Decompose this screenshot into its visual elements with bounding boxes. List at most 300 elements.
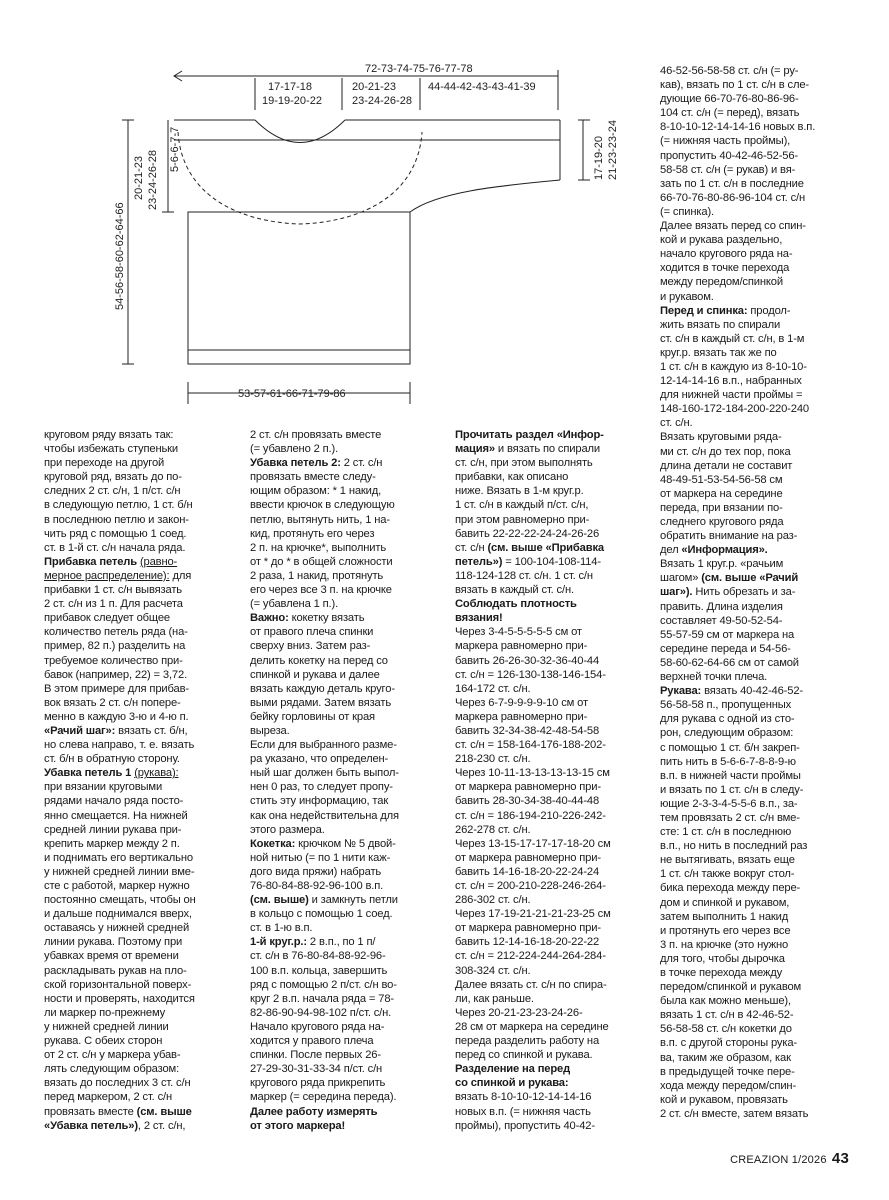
text-run: для рукава с одной из сто-: [660, 713, 795, 726]
text-run: спинкой и рукава и далее: [250, 668, 380, 681]
text-run: ввести крючок в следующую: [250, 499, 395, 512]
text-line: [44, 1105, 237, 1119]
text-line: [660, 839, 850, 853]
text-run: 218-230 ст. с/н.: [455, 753, 531, 766]
text-line: [44, 597, 237, 611]
text-run: и дальше поднимался вверх,: [44, 908, 192, 921]
text-run: ной нитью (= по 1 нити каж-: [250, 851, 391, 864]
underlined-run: (рукава):: [134, 767, 179, 780]
text-line: [250, 625, 443, 639]
text-line: [44, 738, 237, 752]
text-line: [455, 851, 648, 865]
bold-run: петель»): [455, 555, 503, 568]
text-run: ст. с/н = 126-130-138-146-154-: [455, 668, 606, 681]
text-run: маркера равномерно при-: [455, 710, 588, 723]
text-line: [660, 614, 850, 628]
text-line: [660, 275, 850, 289]
text-run: чтобы избежать ступеньки: [44, 443, 179, 456]
text-line: [455, 1048, 648, 1062]
text-run: длина детали не составит: [660, 459, 793, 472]
text-run: от правого плеча спинки: [250, 626, 374, 639]
text-line: [44, 964, 237, 978]
label-neck-center-a: 20-21-23: [352, 81, 397, 93]
text-line: [44, 893, 237, 907]
text-line: [250, 851, 443, 865]
text-line: [455, 992, 648, 1006]
text-line: [250, 1006, 443, 1020]
text-line: [660, 134, 850, 148]
text-line: [44, 907, 237, 921]
text-line: [250, 470, 443, 484]
text-run: для того, чтобы дырочка: [660, 952, 785, 965]
text-run: ст. с/н в 76-80-84-88-92-96-: [250, 950, 386, 963]
text-run: править. Длина изделия: [660, 600, 783, 613]
text-line: [660, 712, 850, 726]
text-run: перед со спинкой и рукава.: [455, 1049, 593, 1062]
text-line: [44, 1076, 237, 1090]
text-line: [660, 205, 850, 219]
text-run: 12-14-14-16 в.п., набранных: [660, 375, 802, 388]
text-run: вязать каждую деталь круго-: [250, 682, 395, 695]
text-line: [44, 935, 237, 949]
text-run: ст. в 1-ю в.п.: [250, 922, 313, 935]
text-line: [455, 442, 648, 456]
text-line: [250, 1020, 443, 1034]
text-line: [250, 498, 443, 512]
text-run: средней линии рукава при-: [44, 823, 182, 836]
text-run: переда, при вязании по-: [660, 501, 783, 514]
text-line: [250, 527, 443, 541]
text-run: Начало кругового ряда на-: [250, 1020, 385, 1033]
text-line: [660, 64, 850, 78]
text-run: круг 2 в.п. начала ряда = 78-: [250, 992, 394, 1005]
text-run: ст. с/н = 200-210-228-246-264-: [455, 880, 606, 892]
text-line: [250, 949, 443, 963]
text-line: [660, 459, 850, 473]
text-run: вязать 8-10-10-12-14-14-16: [455, 1091, 592, 1104]
text-run: ст. в 1-й ст. с/н начала ряда.: [44, 541, 186, 554]
text-line: [250, 766, 443, 780]
text-line: [44, 498, 237, 512]
text-run: стить эту информацию, так: [250, 795, 389, 808]
text-run: ниже. Вязать в 1-м круг.р.: [455, 485, 584, 498]
text-run: и замкнуть петли: [308, 894, 398, 907]
text-run: и протянуть его через все: [660, 924, 791, 937]
bold-run: Разделение на перед: [455, 1063, 571, 1076]
bold-run: (см. выше «Прибавка: [487, 541, 604, 554]
text-run: Вязать круговыми ряда-: [660, 431, 782, 444]
text-line: [455, 597, 648, 611]
text-line: [44, 611, 237, 625]
text-run: бавить 26-26-30-32-36-40-44: [455, 654, 600, 667]
text-line: [250, 1034, 443, 1048]
text-line: [44, 865, 237, 879]
text-run: провязать вместе следу-: [250, 471, 376, 484]
text-run: ст. с/н = 212-224-244-264-284-: [455, 950, 606, 963]
text-line: [250, 569, 443, 583]
text-run: Если для выбранного разме-: [250, 739, 397, 752]
label-yoke-depth-b: 23-24-26-28: [147, 150, 159, 210]
bold-run: «Информация».: [681, 544, 768, 557]
text-run: дующие 66-70-76-80-86-96-: [660, 93, 799, 106]
text-run: продол-: [747, 304, 791, 317]
text-run: как она недействительна для: [250, 809, 399, 822]
text-run: и вязать по спирали: [494, 443, 600, 456]
text-run: в кольцо с помощью 1 соед.: [250, 908, 393, 921]
text-line: [660, 994, 850, 1008]
text-line: [455, 809, 648, 823]
text-line: [455, 541, 648, 555]
bold-run: Прочитать раздел «Инфор-: [455, 429, 604, 441]
text-run: между передом/спинкой: [660, 276, 783, 289]
bold-run: Кокетка:: [250, 837, 296, 850]
text-line: [660, 346, 850, 360]
text-line: [660, 1051, 850, 1065]
text-run: дом и спинкой и рукавом,: [660, 896, 790, 909]
text-run: хода между передом/спин-: [660, 1079, 797, 1092]
text-run: передом/спинкой и рукавом: [660, 981, 802, 994]
text-line: [660, 374, 850, 388]
text-line: [250, 879, 443, 893]
text-line: [660, 896, 850, 910]
text-run: (= нижняя часть проймы),: [660, 135, 791, 148]
text-run: 1 ст. с/н в каждую из 8-10-10-: [660, 360, 807, 373]
text-line: [250, 456, 443, 470]
bold-run: «Рачий шаг»:: [44, 724, 116, 737]
text-line: [660, 402, 850, 416]
text-run: от маркера равномерно при-: [455, 922, 601, 935]
text-line: [660, 290, 850, 304]
label-total-length: 54-56-58-60-62-64-66: [114, 202, 126, 310]
text-run: была как можно меньше),: [660, 995, 791, 1008]
text-line: [455, 879, 648, 893]
text-line: [250, 724, 443, 738]
text-run: от * до * в общей сложности: [250, 555, 393, 568]
text-line: [455, 978, 648, 992]
bold-run: вязания!: [455, 612, 503, 625]
text-run: 82-86-90-94-98-102 п/ст. с/н.: [250, 1006, 392, 1019]
text-run: 8-10-10-12-14-14-16 новых в.п.: [660, 121, 816, 134]
text-run: и вязать по 1 ст. с/н в следу-: [660, 783, 804, 796]
text-run: 164-172 ст. с/н.: [455, 682, 531, 695]
text-run: ст. с/н = 186-194-210-226-242-: [455, 809, 606, 822]
text-run: но слева направо, т. е. вязать: [44, 739, 195, 752]
text-run: кругового ряда прикрепить: [250, 1077, 386, 1090]
text-line: [44, 442, 237, 456]
text-run: , 2 ст. с/н,: [137, 1119, 186, 1132]
text-line: [660, 797, 850, 811]
text-line: [660, 684, 850, 698]
text-line: [455, 780, 648, 794]
text-run: 2 ст. с/н провязать вместе: [250, 429, 382, 441]
text-run: маркера равномерно при-: [455, 640, 588, 653]
text-run: В этом примере для прибав-: [44, 682, 189, 695]
text-run: 2 в.п., по 1 п/: [306, 936, 376, 949]
text-line: [250, 682, 443, 696]
text-run: этого размера.: [250, 823, 325, 836]
text-line: [44, 724, 237, 738]
neckline: [255, 120, 345, 143]
text-line: [660, 867, 850, 881]
text-run: ми ст. с/н до тех пор, пока: [660, 445, 791, 458]
text-run: тем провязать 2 ст. с/н вме-: [660, 811, 800, 824]
text-run: круговой ряд, вязать до по-: [44, 471, 182, 484]
text-line: [455, 611, 648, 625]
text-line: [660, 741, 850, 755]
text-run: проймы), пропустить 40-42-: [455, 1119, 595, 1132]
text-line: [44, 794, 237, 808]
text-run: верхней точки плеча.: [660, 671, 768, 684]
text-run: следнего кругового ряда: [660, 516, 784, 528]
text-run: его через все 3 п. на крючке: [250, 584, 392, 597]
text-line: [455, 823, 648, 837]
text-line: [250, 696, 443, 710]
text-run: вок вязать 2 ст. с/н попере-: [44, 696, 181, 709]
text-line: [660, 501, 850, 515]
text-run: при переходе на другой: [44, 457, 165, 470]
text-run: для: [169, 569, 192, 582]
text-line: [44, 921, 237, 935]
label-neck-side-a: 17-17-18: [268, 81, 313, 93]
text-line: [660, 543, 850, 557]
label-shoulder-sleeve: 44-44-42-43-43-41-39: [428, 81, 536, 93]
text-run: ст. б/н в обратную сторону.: [44, 753, 180, 766]
text-run: ст. с/н = 158-164-176-188-202-: [455, 739, 606, 752]
text-run: 56-58-58 п., пропущенных: [660, 699, 792, 712]
text-line: [660, 811, 850, 825]
text-run: от маркера на середине: [660, 487, 783, 500]
text-line: [660, 825, 850, 839]
text-line: [455, 668, 648, 682]
text-run: 28 см от маркера на середине: [455, 1020, 609, 1033]
text-line: [44, 1034, 237, 1048]
text-run: Через 10-11-13-13-13-13-15 см: [455, 767, 610, 780]
text-run: середине переда и 54-56-: [660, 642, 791, 655]
text-run: ющие 2-3-3-4-5-5-6 в.п., за-: [660, 797, 798, 810]
text-run: кав), вязать по 1 ст. с/н в сле-: [660, 79, 810, 92]
text-line: [660, 783, 850, 797]
text-line: [44, 949, 237, 963]
text-run: янно смещается. На нижней: [44, 809, 188, 822]
text-line: [660, 78, 850, 92]
text-line: [250, 865, 443, 879]
text-line: [455, 625, 648, 639]
text-run: Через 20-21-23-23-24-26-: [455, 1006, 583, 1019]
text-line: [250, 837, 443, 851]
text-run: следних 2 ст. с/н, 1 п/ст. с/н: [44, 485, 181, 498]
text-column-4: [660, 64, 850, 1121]
text-line: [455, 682, 648, 696]
text-run: с помощью 1 ст. б/н закреп-: [660, 741, 800, 754]
text-line: [660, 261, 850, 275]
text-run: при этом равномерно при-: [455, 513, 590, 526]
text-run: рукава. С обеих сторон: [44, 1035, 163, 1048]
text-run: 46-52-56-58-58 ст. с/н (= ру-: [660, 65, 799, 77]
text-run: Через 6-7-9-9-9-9-10 см от: [455, 696, 588, 709]
text-line: [250, 541, 443, 555]
text-run: ст. с/н в каждый ст. с/н, в 1-м: [660, 332, 805, 345]
text-run: спинки. После первых 26-: [250, 1049, 381, 1062]
text-line: [44, 513, 237, 527]
text-column-1: [44, 428, 237, 1133]
text-run: Вязать 1 круг.р. «рачьим: [660, 558, 784, 571]
text-run: в точке перехода между: [660, 967, 783, 979]
text-run: провязать вместе: [44, 1105, 137, 1118]
text-line: [455, 935, 648, 949]
text-line: [250, 1048, 443, 1062]
text-column-2: [250, 428, 443, 1133]
text-line: [455, 513, 648, 527]
yoke-dashed-arc: [178, 132, 422, 224]
text-line: [455, 907, 648, 921]
text-line: [660, 910, 850, 924]
text-line: [660, 585, 850, 599]
text-run: 1 ст. с/н в каждый п/ст. с/н,: [455, 499, 589, 512]
text-line: [44, 851, 237, 865]
text-run: обратить внимание на раз-: [660, 530, 798, 543]
text-run: бавить 28-30-34-38-40-44-48: [455, 795, 600, 808]
text-run: сте с работой, маркер нужно: [44, 880, 190, 892]
text-run: 55-57-59 см от маркера на: [660, 628, 795, 641]
text-line: [660, 430, 850, 444]
text-line: [455, 1105, 648, 1119]
page-number: 43: [831, 1150, 849, 1167]
text-run: 286-302 ст. с/н.: [455, 894, 531, 907]
text-line: [44, 992, 237, 1006]
text-line: [455, 893, 648, 907]
label-sleeve-depth-a: 17-19-20: [593, 135, 605, 180]
text-line: [250, 484, 443, 498]
text-run: в.п., но нить в последний раз: [660, 840, 808, 853]
text-line: [660, 120, 850, 134]
text-line: [455, 470, 648, 484]
text-run: 100 в.п. кольца, завершить: [250, 964, 388, 977]
text-line: [660, 445, 850, 459]
text-line: [44, 1020, 237, 1034]
magazine-issue: CREAZION 1/2026: [730, 1154, 827, 1166]
text-run: петлю, вытянуть нить, 1 на-: [250, 513, 390, 526]
text-line: [660, 938, 850, 952]
text-line: [250, 1105, 443, 1119]
text-line: [660, 92, 850, 106]
text-line: [44, 879, 237, 893]
text-run: ра указано, что определен-: [250, 753, 389, 766]
text-line: [250, 513, 443, 527]
text-run: бавить 22-22-22-24-24-26-26: [455, 527, 600, 540]
text-line: [44, 583, 237, 597]
text-run: пить нить в 5-6-6-7-8-8-9-ю: [660, 755, 796, 768]
text-line: [250, 893, 443, 907]
text-line: [660, 304, 850, 318]
bold-run: Далее работу измерять: [250, 1105, 378, 1118]
text-line: [660, 1065, 850, 1079]
text-line: [455, 498, 648, 512]
text-line: [44, 710, 237, 724]
bold-run: (см. выше: [136, 1105, 192, 1118]
text-line: [455, 527, 648, 541]
text-run: зать по 1 ст. с/н в последние: [660, 177, 804, 190]
text-line: [455, 1062, 648, 1076]
text-run: 104 ст. с/н (= перед), вязать: [660, 107, 800, 120]
bold-run: «Убавка петель»): [44, 1119, 138, 1132]
bold-run: (см. выше «Рачий: [701, 572, 799, 585]
text-run: ли, как раньше.: [455, 992, 534, 1005]
sleeve-underarm: [410, 180, 560, 212]
text-line: [44, 639, 237, 653]
text-run: перед маркером, 2 ст. с/н: [44, 1091, 172, 1104]
underlined-run: (равно-: [139, 555, 178, 568]
text-run: в последнюю петлю и закон-: [44, 513, 189, 526]
text-line: [250, 654, 443, 668]
text-run: 3 п. на крючке (это нужно: [660, 938, 789, 951]
text-run: кой и рукава раздельно,: [660, 234, 783, 247]
text-line: [44, 1048, 237, 1062]
text-run: ный шаг должен быть выпол-: [250, 767, 399, 780]
text-run: ской горизонтальной поверх-: [44, 978, 192, 991]
text-line: [250, 639, 443, 653]
text-run: 58-60-62-64-66 см от самой: [660, 656, 799, 669]
text-run: убавках время от времени: [44, 950, 179, 963]
text-run: рон, следующим образом:: [660, 727, 794, 740]
text-run: делить кокетку на перед со: [250, 654, 388, 667]
text-run: чить ряд с помощью 1 соед.: [44, 527, 187, 540]
text-line: [250, 794, 443, 808]
text-run: менно в каждую 3-ю и 4-ю п.: [44, 710, 189, 723]
text-run: постоянно смещать, чтобы он: [44, 894, 196, 907]
text-line: [250, 752, 443, 766]
text-run: рядами начало ряда посто-: [44, 795, 184, 808]
text-run: 308-324 ст. с/н.: [455, 964, 531, 977]
text-run: Далее вязать ст. с/н по спира-: [455, 978, 607, 991]
text-line: [660, 726, 850, 740]
text-run: у нижней средней линии: [44, 1020, 169, 1033]
bold-run: Прибавка петель: [44, 555, 137, 568]
text-run: 2 п. на крючке*, выполнить: [250, 541, 387, 554]
text-line: [250, 611, 443, 625]
text-run: 262-278 ст. с/н.: [455, 823, 531, 836]
text-line: [44, 837, 237, 851]
bold-run: Перед и спинка:: [660, 304, 748, 317]
text-run: 66-70-76-80-86-96-104 ст. с/н: [660, 191, 806, 204]
text-run: Через 17-19-21-21-21-23-25 см: [455, 908, 611, 921]
text-run: сверху вниз. Затем раз-: [250, 640, 371, 653]
text-run: составляет 49-50-52-54-: [660, 614, 783, 627]
text-run: лять следующим образом:: [44, 1063, 180, 1076]
text-run: в следующую петлю, 1 ст. б/н: [44, 499, 193, 512]
text-line: [250, 964, 443, 978]
text-line: [44, 1090, 237, 1104]
bold-run: (см. выше): [250, 894, 309, 907]
text-line: [455, 865, 648, 879]
underlined-run: мерное распределение):: [44, 569, 170, 582]
text-line: [660, 487, 850, 501]
text-run: вязать до последних 3 ст. с/н: [44, 1077, 191, 1090]
text-line: [455, 569, 648, 583]
text-run: круг.р. вязать так же по: [660, 346, 777, 359]
text-run: ходится в точке перехода: [660, 262, 790, 275]
text-line: [44, 555, 237, 569]
text-line: [44, 780, 237, 794]
text-run: шагом»: [660, 572, 702, 585]
text-line: [250, 738, 443, 752]
text-run: крепить маркер между 2 п.: [44, 837, 180, 850]
text-run: количество петель ряда (на-: [44, 626, 188, 639]
text-line: [455, 484, 648, 498]
text-line: [44, 654, 237, 668]
text-line: [660, 247, 850, 261]
text-line: [660, 106, 850, 120]
text-line: [455, 794, 648, 808]
